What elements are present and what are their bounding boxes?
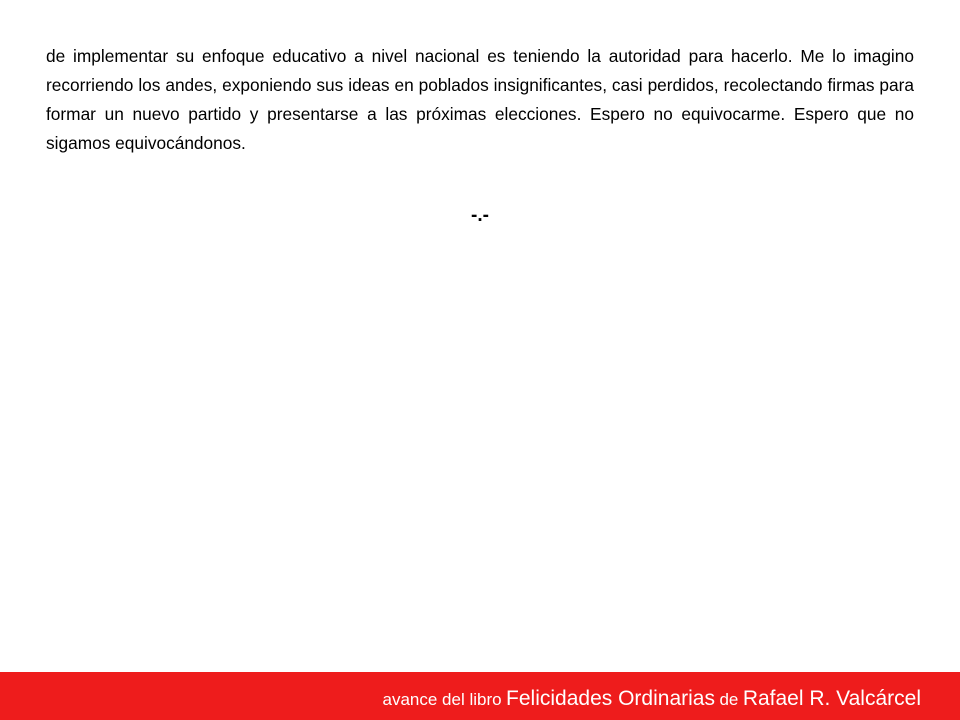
section-separator: -.- (471, 205, 489, 226)
body-paragraph: de implementar su enfoque educativo a nivel nacional es teniendo la autoridad para hacerlo. Me lo imagino recorriendo los andes, exponiendo sus ideas en poblados insignificantes, casi perdidos, recolectando firmas para formar un nuevo partido y presentarse a las próximas elecciones. Espero no equivocarme. Espero que no sigamos equivocándonos. (46, 46, 914, 153)
footer-credit (383, 685, 921, 715)
footer-author: Rafael R. Valcárcel (742, 687, 921, 710)
footer-banner (0, 672, 960, 720)
footer-book-title: Felicidades Ordinarias (506, 687, 715, 710)
footer-prefix: avance del libro (382, 690, 502, 709)
footer-connector: de (719, 690, 739, 709)
